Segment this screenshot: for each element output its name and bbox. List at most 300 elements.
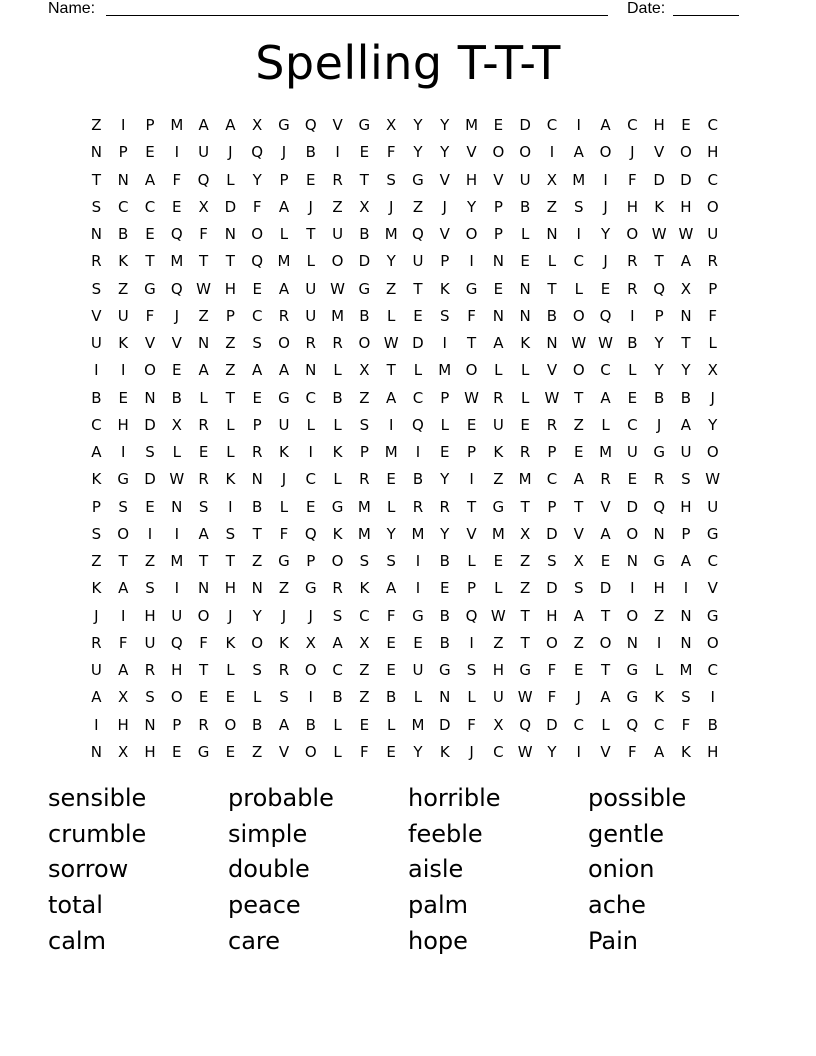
grid-letter: Z bbox=[359, 388, 370, 407]
grid-letter: N bbox=[439, 688, 451, 707]
grid-letter: C bbox=[305, 388, 317, 407]
grid-letter: A bbox=[386, 579, 397, 598]
grid-letter: Z bbox=[91, 116, 102, 134]
grid-letter: V bbox=[600, 497, 611, 516]
grid-letter: L bbox=[386, 497, 396, 516]
grid-letter: L bbox=[226, 443, 235, 461]
word-bank-item: horrible bbox=[408, 784, 501, 812]
grid-letter: W bbox=[517, 742, 533, 761]
grid-letter: I bbox=[549, 143, 555, 162]
grid-letter: F bbox=[145, 306, 155, 325]
grid-letter: U bbox=[492, 688, 504, 707]
grid-letter: G bbox=[438, 661, 451, 679]
grid-letter: Y bbox=[654, 361, 664, 380]
page-title: Spelling T-T-T bbox=[255, 36, 561, 90]
grid-letter: J bbox=[281, 606, 287, 625]
grid-letter: E bbox=[413, 633, 423, 652]
grid-letter: N bbox=[546, 225, 558, 243]
grid-letter: P bbox=[493, 197, 503, 216]
word-bank-item: gentle bbox=[588, 819, 665, 848]
grid-letter: Q bbox=[304, 116, 317, 134]
grid-letter: J bbox=[281, 143, 287, 162]
grid-letter: O bbox=[492, 143, 505, 162]
grid-letter: B bbox=[359, 306, 370, 325]
grid-letter: E bbox=[493, 279, 504, 298]
grid-letter: J bbox=[174, 306, 179, 325]
grid-letter: C bbox=[493, 742, 504, 761]
grid-letter: S bbox=[386, 552, 396, 570]
grid-letter: O bbox=[680, 143, 692, 162]
grid-letter: G bbox=[278, 552, 290, 570]
grid-letter: T bbox=[547, 279, 557, 298]
grid-letter: U bbox=[278, 415, 290, 434]
grid-letter: F bbox=[199, 633, 208, 652]
grid-letter: P bbox=[225, 306, 235, 325]
grid-letter: G bbox=[412, 606, 424, 625]
grid-letter: A bbox=[252, 361, 263, 380]
grid-row bbox=[83, 548, 733, 575]
grid-letter: T bbox=[466, 334, 477, 352]
word-bank-item: possible bbox=[588, 784, 687, 812]
grid-letter: A bbox=[278, 361, 290, 380]
grid-letter: E bbox=[172, 197, 182, 216]
grid-letter: N bbox=[546, 334, 558, 352]
grid-letter: P bbox=[467, 579, 477, 598]
grid-letter: J bbox=[281, 470, 287, 489]
grid-letter: U bbox=[707, 225, 719, 243]
grid-letter: M bbox=[357, 524, 371, 543]
grid-letter: L bbox=[386, 715, 396, 734]
grid-letter: Y bbox=[708, 415, 718, 434]
grid-letter: Y bbox=[252, 606, 262, 625]
grid-letter: D bbox=[412, 334, 424, 352]
grid-letter: L bbox=[574, 279, 583, 298]
grid-letter: T bbox=[413, 279, 423, 298]
grid-letter: N bbox=[519, 279, 531, 298]
grid-letter: E bbox=[386, 633, 396, 652]
grid-letter: H bbox=[707, 143, 719, 162]
grid-letter: L bbox=[333, 361, 342, 380]
grid-letter: V bbox=[91, 306, 102, 325]
grid-letter: W bbox=[678, 225, 694, 243]
grid-letter: C bbox=[546, 470, 558, 489]
grid-letter: X bbox=[493, 715, 504, 734]
grid-letter: B bbox=[680, 388, 692, 407]
grid-letter: N bbox=[305, 361, 317, 380]
grid-letter: E bbox=[386, 661, 396, 679]
grid-letter: U bbox=[707, 497, 719, 516]
grid-letter: L bbox=[413, 688, 423, 707]
grid-letter: Y bbox=[466, 197, 477, 216]
grid-letter: T bbox=[359, 170, 369, 189]
grid-letter: J bbox=[603, 197, 608, 216]
grid-letter: I bbox=[228, 497, 233, 516]
grid-letter: S bbox=[332, 606, 343, 625]
grid-letter: Y bbox=[440, 143, 450, 162]
grid-letter: L bbox=[279, 225, 289, 243]
grid-letter: E bbox=[440, 443, 450, 461]
grid-letter: E bbox=[386, 742, 396, 761]
grid-letter: I bbox=[120, 443, 126, 461]
grid-letter: P bbox=[493, 225, 503, 243]
grid-letter: I bbox=[576, 116, 581, 134]
grid-letter: C bbox=[573, 252, 584, 271]
grid-letter: N bbox=[90, 742, 103, 761]
grid-letter: Y bbox=[413, 143, 423, 162]
grid-letter: B bbox=[439, 552, 450, 570]
grid-letter: M bbox=[572, 170, 586, 189]
grid-letter: L bbox=[654, 661, 664, 679]
grid-letter: W bbox=[705, 470, 721, 489]
grid-row bbox=[83, 167, 733, 194]
grid-letter: V bbox=[171, 334, 182, 352]
grid-letter: M bbox=[465, 116, 479, 134]
grid-letter: R bbox=[627, 279, 638, 298]
grid-letter: U bbox=[305, 279, 317, 298]
grid-letter: L bbox=[333, 470, 342, 489]
word-bank-item: palm bbox=[408, 891, 468, 920]
grid-row bbox=[83, 466, 733, 493]
grid-letter: U bbox=[90, 334, 102, 352]
grid-letter: J bbox=[94, 606, 99, 625]
grid-letter: J bbox=[442, 197, 447, 216]
grid-letter: E bbox=[600, 552, 611, 570]
word-bank-item: crumble bbox=[48, 819, 147, 848]
grid-letter: P bbox=[440, 252, 450, 271]
grid-letter: C bbox=[91, 415, 102, 434]
grid-letter: C bbox=[117, 197, 129, 216]
word-bank-item: calm bbox=[48, 926, 106, 955]
grid-letter: O bbox=[331, 252, 344, 271]
grid-letter: I bbox=[335, 143, 340, 162]
grid-letter: C bbox=[332, 661, 343, 679]
grid-letter: B bbox=[171, 388, 182, 407]
grid-letter: E bbox=[627, 388, 638, 407]
grid-letter: P bbox=[118, 143, 128, 162]
grid-letter: L bbox=[601, 415, 610, 434]
grid-letter: N bbox=[492, 306, 504, 325]
grid-letter: B bbox=[707, 715, 718, 734]
grid-letter: B bbox=[305, 715, 316, 734]
grid-letter: R bbox=[359, 470, 370, 489]
grid-letter: Z bbox=[144, 552, 156, 570]
grid-letter: J bbox=[228, 143, 233, 162]
grid-row bbox=[83, 739, 733, 766]
word-bank-item: feeble bbox=[408, 819, 483, 848]
worksheet-header bbox=[48, 0, 748, 20]
word-bank-item: aisle bbox=[408, 855, 464, 884]
grid-letter: M bbox=[411, 715, 425, 734]
grid-letter: X bbox=[359, 197, 370, 216]
grid-letter: Z bbox=[252, 552, 263, 570]
grid-letter: T bbox=[681, 334, 691, 352]
grid-letter: T bbox=[600, 606, 611, 625]
grid-letter: R bbox=[519, 443, 531, 461]
grid-letter: I bbox=[469, 252, 474, 271]
grid-letter: T bbox=[118, 552, 128, 570]
grid-letter: H bbox=[653, 579, 665, 598]
grid-letter: C bbox=[573, 715, 584, 734]
grid-letter: F bbox=[681, 715, 691, 734]
grid-letter: M bbox=[384, 225, 398, 243]
grid-row bbox=[83, 657, 733, 684]
grid-letter: O bbox=[117, 524, 130, 543]
grid-letter: Q bbox=[653, 279, 666, 298]
grid-letter: I bbox=[174, 143, 179, 162]
grid-row bbox=[83, 494, 733, 521]
grid-letter: H bbox=[546, 606, 558, 625]
name-label: Name: bbox=[48, 0, 96, 17]
grid-letter: N bbox=[197, 334, 210, 352]
grid-letter: J bbox=[603, 252, 608, 271]
grid-letter: G bbox=[304, 579, 317, 598]
grid-letter: O bbox=[572, 361, 585, 380]
grid-letter: T bbox=[199, 661, 209, 679]
grid-letter: U bbox=[519, 170, 531, 189]
grid-letter: T bbox=[520, 606, 530, 625]
grid-letter: F bbox=[708, 306, 718, 325]
grid-letter: D bbox=[438, 715, 451, 734]
grid-row bbox=[83, 521, 733, 548]
grid-letter: C bbox=[600, 361, 611, 380]
grid-letter: I bbox=[710, 688, 715, 707]
grid-letter: K bbox=[493, 443, 504, 461]
grid-letter: M bbox=[170, 116, 184, 134]
grid-letter: Z bbox=[359, 661, 370, 679]
grid-letter: K bbox=[520, 334, 531, 352]
grid-letter: B bbox=[332, 388, 343, 407]
grid-letter: B bbox=[546, 306, 558, 325]
grid-letter: H bbox=[144, 742, 156, 761]
grid-letter: Y bbox=[440, 524, 450, 543]
grid-letter: O bbox=[465, 361, 478, 380]
grid-letter: P bbox=[279, 170, 289, 189]
grid-letter: R bbox=[653, 470, 665, 489]
grid-letter: U bbox=[626, 443, 638, 461]
grid-letter: O bbox=[706, 197, 719, 216]
grid-letter: R bbox=[332, 334, 343, 352]
grid-letter: F bbox=[628, 170, 637, 189]
grid-letter: A bbox=[118, 661, 129, 679]
grid-letter: M bbox=[599, 443, 613, 461]
grid-letter: S bbox=[225, 524, 236, 543]
grid-letter: J bbox=[469, 742, 474, 761]
word-bank-item: sensible bbox=[48, 784, 147, 812]
date-label: Date: bbox=[627, 0, 666, 17]
word-bank-item: onion bbox=[588, 855, 655, 884]
word-bank-item: simple bbox=[228, 819, 308, 848]
grid-letter: E bbox=[574, 661, 584, 679]
grid-letter: M bbox=[384, 443, 398, 461]
grid-letter: D bbox=[546, 524, 558, 543]
grid-letter: P bbox=[547, 497, 557, 516]
grid-letter: Z bbox=[546, 197, 558, 216]
grid-letter: E bbox=[172, 361, 182, 380]
grid-letter: V bbox=[144, 334, 156, 352]
grid-letter: A bbox=[91, 443, 102, 461]
grid-letter: E bbox=[386, 470, 396, 489]
grid-letter: M bbox=[411, 524, 425, 543]
grid-letter: I bbox=[656, 633, 662, 652]
grid-letter: O bbox=[197, 606, 210, 625]
grid-letter: L bbox=[520, 361, 530, 380]
grid-letter: H bbox=[465, 170, 478, 189]
grid-letter: S bbox=[466, 661, 477, 679]
grid-letter: F bbox=[467, 306, 476, 325]
grid-letter: D bbox=[546, 579, 558, 598]
grid-letter: O bbox=[626, 225, 639, 243]
grid-letter: V bbox=[707, 579, 718, 598]
grid-letter: K bbox=[654, 688, 665, 707]
grid-letter: E bbox=[118, 388, 128, 407]
grid-letter: Q bbox=[304, 524, 317, 543]
grid-letter: L bbox=[333, 415, 342, 434]
grid-letter: T bbox=[520, 497, 530, 516]
grid-letter: E bbox=[413, 306, 423, 325]
grid-letter: L bbox=[547, 252, 557, 271]
grid-letter: L bbox=[333, 715, 342, 734]
grid-row bbox=[83, 303, 733, 330]
grid-letter: A bbox=[493, 334, 504, 352]
grid-letter: J bbox=[308, 606, 313, 625]
grid-letter: S bbox=[145, 688, 155, 707]
grid-row bbox=[83, 330, 733, 357]
grid-letter: N bbox=[90, 143, 103, 162]
grid-letter: G bbox=[358, 116, 371, 134]
grid-letter: E bbox=[681, 116, 691, 134]
grid-letter: U bbox=[90, 661, 102, 679]
grid-letter: W bbox=[330, 279, 345, 298]
grid-letter: B bbox=[91, 388, 102, 407]
grid-letter: L bbox=[520, 388, 530, 407]
grid-letter: H bbox=[117, 415, 129, 434]
grid-letter: R bbox=[278, 661, 290, 679]
grid-letter: A bbox=[600, 524, 611, 543]
grid-letter: V bbox=[466, 524, 477, 543]
grid-letter: B bbox=[653, 388, 665, 407]
grid-letter: K bbox=[332, 524, 343, 543]
grid-letter: W bbox=[598, 334, 613, 352]
grid-letter: X bbox=[305, 633, 316, 652]
grid-letter: U bbox=[412, 252, 424, 271]
grid-letter: R bbox=[332, 579, 343, 598]
grid-letter: Y bbox=[440, 470, 450, 489]
grid-letter: U bbox=[680, 443, 692, 461]
grid-letter: G bbox=[626, 688, 639, 707]
grid-letter: C bbox=[305, 470, 317, 489]
grid-letter: H bbox=[171, 661, 183, 679]
grid-letter: W bbox=[651, 225, 667, 243]
grid-letter: U bbox=[305, 306, 317, 325]
grid-letter: L bbox=[333, 742, 342, 761]
grid-letter: S bbox=[573, 579, 584, 598]
grid-letter: O bbox=[599, 633, 612, 652]
grid-letter: M bbox=[518, 470, 532, 489]
grid-row bbox=[83, 112, 733, 139]
grid-letter: P bbox=[252, 415, 262, 434]
grid-letter: Q bbox=[170, 633, 183, 652]
grid-letter: D bbox=[519, 116, 531, 134]
grid-letter: B bbox=[305, 143, 316, 162]
grid-letter: E bbox=[198, 443, 209, 461]
grid-letter: O bbox=[599, 143, 612, 162]
grid-letter: S bbox=[573, 197, 584, 216]
grid-letter: G bbox=[519, 661, 531, 679]
grid-letter: B bbox=[252, 715, 263, 734]
grid-letter: E bbox=[306, 497, 316, 516]
grid-letter: O bbox=[358, 334, 371, 352]
grid-letter: D bbox=[144, 470, 156, 489]
grid-letter: U bbox=[412, 661, 424, 679]
grid-letter: F bbox=[547, 661, 557, 679]
grid-letter: E bbox=[359, 143, 370, 162]
grid-letter: U bbox=[117, 306, 129, 325]
grid-letter: V bbox=[546, 361, 558, 380]
grid-letter: Q bbox=[251, 252, 264, 271]
grid-letter: V bbox=[654, 143, 665, 162]
grid-letter: O bbox=[251, 633, 264, 652]
grid-letter: E bbox=[225, 742, 236, 761]
grid-letter: S bbox=[681, 470, 691, 489]
grid-letter: M bbox=[170, 252, 184, 271]
grid-letter: V bbox=[332, 116, 343, 134]
grid-row bbox=[83, 139, 733, 166]
grid-letter: H bbox=[626, 197, 638, 216]
grid-letter: K bbox=[439, 742, 450, 761]
grid-letter: H bbox=[680, 497, 692, 516]
grid-letter: S bbox=[359, 415, 370, 434]
grid-letter: D bbox=[144, 415, 156, 434]
grid-letter: I bbox=[94, 715, 99, 734]
grid-letter: Q bbox=[170, 225, 183, 243]
grid-letter: P bbox=[547, 443, 557, 461]
grid-letter: G bbox=[358, 279, 371, 298]
grid-letter: E bbox=[600, 279, 611, 298]
grid-letter: G bbox=[653, 552, 665, 570]
grid-letter: O bbox=[304, 661, 317, 679]
grid-letter: M bbox=[491, 524, 505, 543]
grid-letter: H bbox=[680, 197, 692, 216]
grid-letter: I bbox=[174, 524, 179, 543]
grid-letter: P bbox=[681, 524, 691, 543]
grid-letter: X bbox=[520, 524, 531, 543]
grid-letter: G bbox=[465, 279, 478, 298]
grid-letter: Y bbox=[547, 742, 557, 761]
grid-letter: L bbox=[520, 225, 530, 243]
grid-letter: Q bbox=[412, 225, 424, 243]
grid-letter: P bbox=[172, 715, 182, 734]
grid-letter: K bbox=[279, 633, 289, 652]
word-bank-item: care bbox=[228, 926, 281, 955]
word-bank-item: double bbox=[228, 855, 310, 884]
grid-letter: W bbox=[383, 334, 399, 352]
grid-letter: C bbox=[627, 415, 638, 434]
grid-letter: I bbox=[308, 688, 313, 707]
grid-letter: C bbox=[412, 388, 424, 407]
grid-letter: A bbox=[278, 197, 290, 216]
grid-letter: E bbox=[359, 715, 370, 734]
grid-letter: U bbox=[198, 143, 210, 162]
grid-letter: N bbox=[251, 470, 263, 489]
grid-letter: E bbox=[466, 415, 477, 434]
grid-letter: I bbox=[94, 361, 99, 380]
grid-letter: A bbox=[573, 143, 584, 162]
grid-letter: G bbox=[706, 524, 719, 543]
grid-letter: E bbox=[520, 252, 530, 271]
grid-row bbox=[83, 248, 733, 275]
grid-letter: N bbox=[653, 524, 665, 543]
grid-letter: Z bbox=[573, 633, 584, 652]
